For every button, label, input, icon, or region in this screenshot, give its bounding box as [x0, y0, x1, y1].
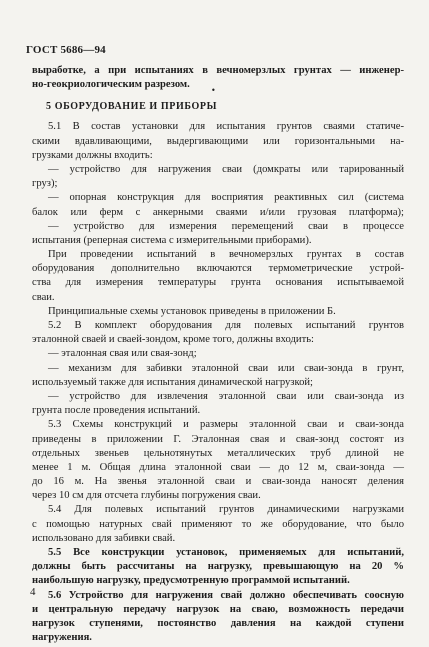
paragraph-5-2	[32, 319, 404, 418]
paragraph-5-6	[32, 589, 404, 646]
text-line: до 16 м. На звенья эталонной сваи и сваи-зонда наносят деления	[32, 476, 404, 488]
scan-mark: •	[211, 86, 216, 95]
text-line: При проведении испытаний в вечномерзлых грунтах в состав	[48, 249, 404, 261]
text-line: — устройство для измерения перемещений сваи в процессе	[48, 220, 404, 232]
text-line: эталонной сваей и сваей-зондом, кроме того, должны входить:	[32, 334, 314, 346]
section-heading: 5 ОБОРУДОВАНИЕ И ПРИБОРЫ	[46, 101, 218, 113]
text-line: с помощью натурных свай применяют то же оборудование, что было	[32, 518, 404, 530]
text-line: 5.2 В комплект оборудования для полевых испытаний грунтов	[48, 320, 404, 331]
paragraph-5-1	[32, 120, 404, 319]
text-line: — устройство для нагружения сваи (домкраты или тарированный	[48, 163, 404, 175]
document-body	[32, 64, 404, 645]
text-line: и центральную передачу нагрузок на сваю, возможность передачи	[32, 603, 404, 615]
text-line: 5.1 В состав установки для испытания грунтов сваями статиче-	[48, 121, 404, 133]
text-line: должны быть рассчитаны на нагрузку, превышающую на 20 %	[32, 561, 404, 573]
text-line: грузками должны входить:	[32, 149, 153, 161]
page-number: 4	[30, 586, 36, 598]
text-line: через 10 см для отсчета глубины погружения сваи.	[32, 490, 261, 502]
text-line: — эталонная свая или свая-зонд;	[48, 348, 197, 360]
text-line: испытания (реперная система с измерительными приборами).	[32, 234, 312, 246]
paragraph-5-3	[32, 418, 404, 503]
text-line: груз);	[32, 178, 58, 190]
text-line: менее 1 м. Общая длина эталонной сваи — до 12 м, сваи-зонда —	[32, 461, 404, 473]
page-header-title: ГОСТ 5686—94	[26, 44, 106, 56]
text-line: 5.3 Схемы конструкций и размеры эталонной сваи и сваи-зонда	[48, 419, 404, 431]
text-line: — опорная конструкция для восприятия реактивных сил (система	[48, 192, 404, 204]
paragraph-5-4	[32, 503, 404, 546]
text-line: скими вдавливающими, выдергивающими или горизонтальными на-	[32, 135, 404, 147]
text-line: используемый также для испытания динамической нагрузкой;	[32, 376, 313, 388]
text-line: грунта после проведения испытаний.	[32, 405, 201, 417]
text-line: нагружения.	[32, 632, 92, 644]
text-line: 5.5 Все конструкции установок, применяемых для испытаний,	[48, 547, 404, 558]
text-line: но-геокриологическим разрезом.	[32, 79, 190, 91]
text-line: оборудования дополнительно включаются термометрические устрой-	[32, 263, 404, 275]
text-line: нагрузок ступенями, постоянство давления на каждой ступени	[32, 617, 404, 629]
text-line: сваи.	[32, 291, 55, 303]
text-line: отдельных звеньев цельнотянутых металлических труб длиной не	[32, 447, 404, 459]
text-line: балок или ферм с анкерными сваями и/или грузовая платформа);	[32, 206, 404, 218]
paragraph-5-5	[32, 546, 404, 589]
text-line: приведены в приложении Г. Эталонная свая и свая-зонд состоят из	[32, 433, 404, 445]
text-line: выработке, а при испытаниях в вечномерзлых грунтах — инженер-	[32, 65, 404, 76]
text-line: Принципиальные схемы установок приведены в приложении Б.	[48, 305, 336, 317]
text-line: — механизм для забивки эталонной сваи или сваи-зонда в грунт,	[48, 362, 404, 374]
text-line: ства для измерения температуры грунта основания испытываемой	[32, 277, 404, 289]
text-line: наибольшую нагрузку, предусмотренную программой испытаний.	[32, 575, 350, 587]
text-line: — устройство для извлечения эталонной сваи или сваи-зонда из	[48, 390, 404, 402]
text-line: использовано для забивки свай.	[32, 532, 176, 544]
text-line: 5.4 Для полевых испытаний грунтов динамическими нагрузками	[48, 504, 404, 516]
text-line: 5.6 Устройство для нагружения свай должно обеспечивать соосную	[48, 589, 404, 601]
